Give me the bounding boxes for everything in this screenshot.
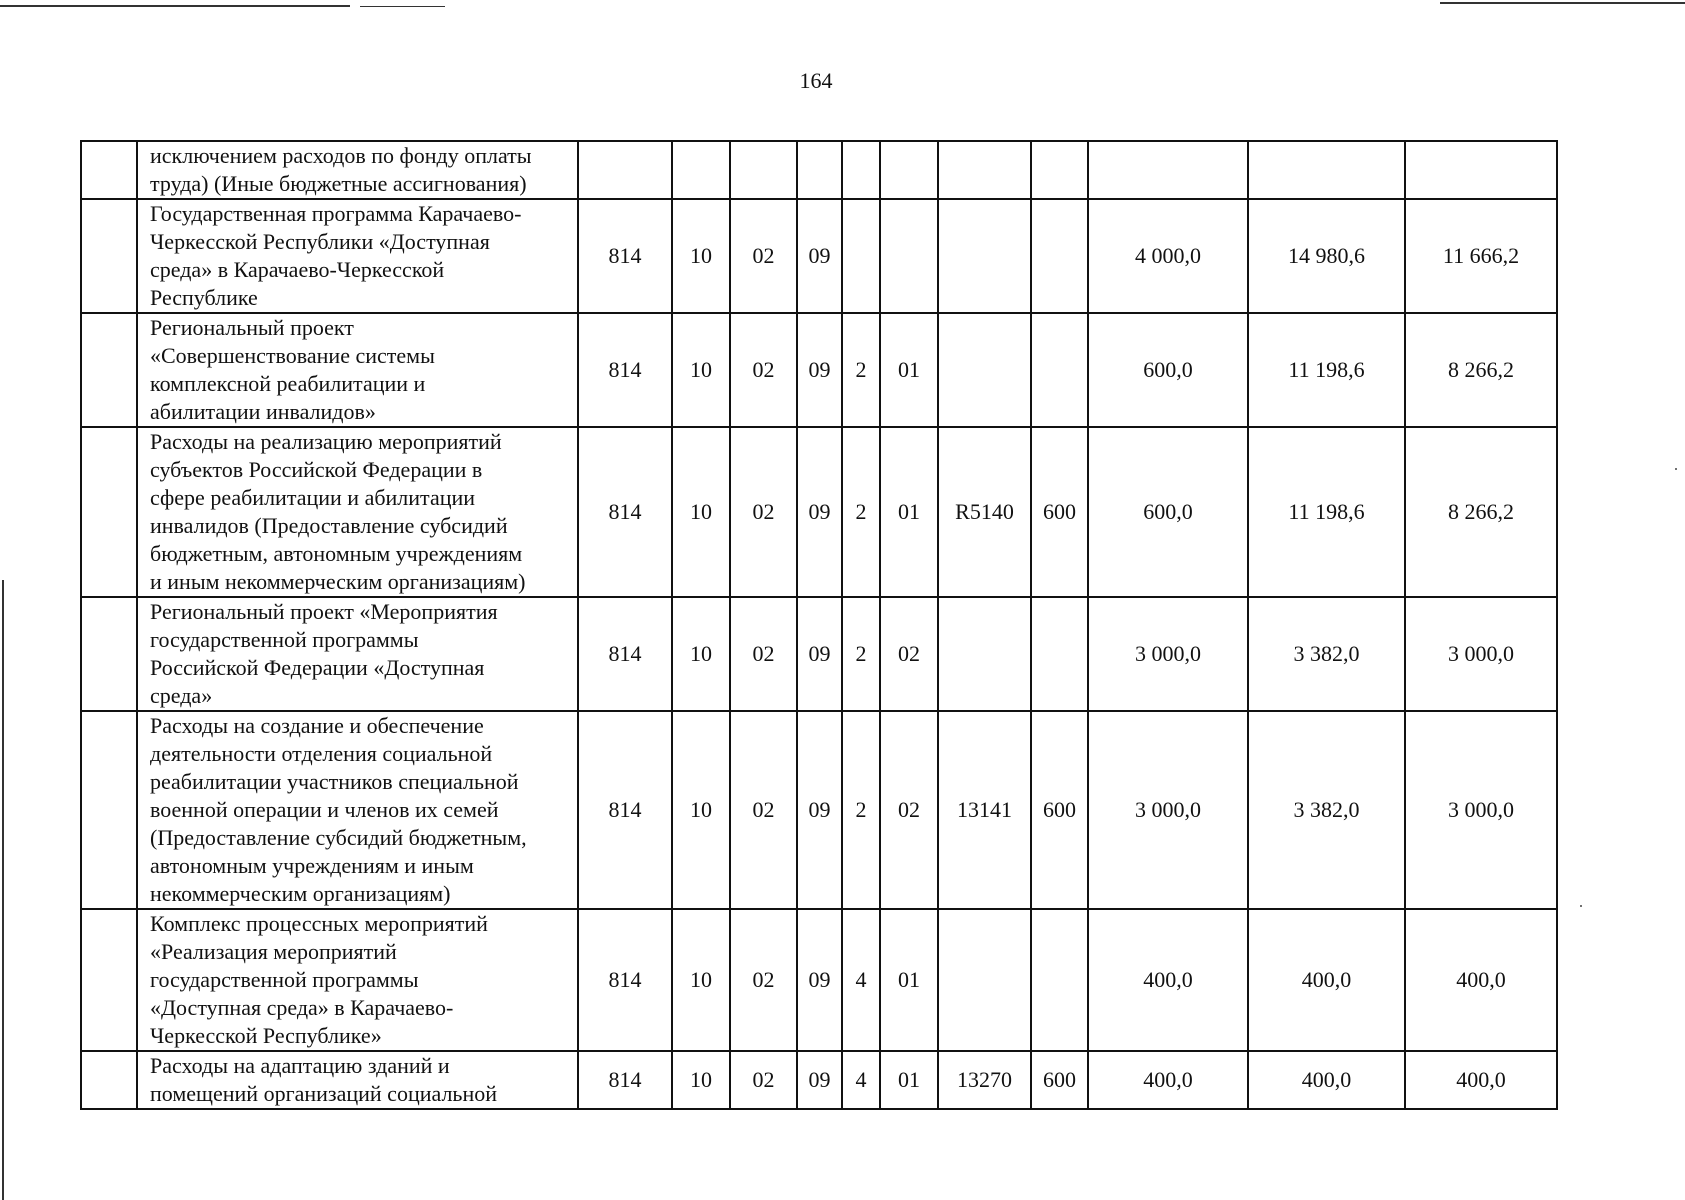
cell-subsection: 02 [730,597,797,711]
cell-section: 10 [672,427,730,597]
cell-name [137,597,578,711]
cell-program: 09 [797,427,842,597]
table-row [81,427,1557,597]
cell-subprogram: 4 [842,1051,880,1109]
cell-name-line: государственной программы [150,967,419,992]
scan-artifact-line [2,580,4,1200]
budget-table [80,140,1558,1110]
cell-sum-3: 3 000,0 [1405,711,1557,909]
cell-index [81,199,137,313]
cell-event: 02 [880,711,938,909]
cell-code: 814 [578,909,672,1051]
cell-sum-1: 400,0 [1088,1051,1248,1109]
cell-name [137,909,578,1051]
cell-sum-2: 11 198,6 [1248,313,1405,427]
cell-direction: 13270 [938,1051,1031,1109]
cell-direction [938,313,1031,427]
cell-name [137,141,578,199]
cell-code: 814 [578,199,672,313]
scan-artifact-line [360,6,420,7]
table-row [81,909,1557,1051]
cell-expense-type: 600 [1031,711,1088,909]
cell-name [137,711,578,909]
cell-index [81,597,137,711]
cell-direction [938,597,1031,711]
cell-name-line: абилитации инвалидов» [150,399,376,424]
cell-sum-1 [1088,141,1248,199]
cell-expense-type: 600 [1031,1051,1088,1109]
cell-index [81,141,137,199]
cell-name-line: Расходы на адаптацию зданий и [150,1053,450,1078]
cell-code: 814 [578,313,672,427]
cell-subsection: 02 [730,313,797,427]
cell-expense-type [1031,597,1088,711]
cell-sum-3: 400,0 [1405,909,1557,1051]
cell-name-line: Республике [150,285,258,310]
cell-sum-3: 3 000,0 [1405,597,1557,711]
cell-sum-1: 400,0 [1088,909,1248,1051]
table-row [81,141,1557,199]
cell-event: 01 [880,1051,938,1109]
cell-sum-2 [1248,141,1405,199]
cell-section: 10 [672,597,730,711]
cell-index [81,909,137,1051]
cell-name-line: некоммерческим организациям) [150,881,451,906]
cell-name-line: и иным некоммерческим организациям) [150,569,526,594]
cell-name-line: среда» в Карачаево-Черкесской [150,257,445,282]
table-row [81,711,1557,909]
cell-event: 01 [880,313,938,427]
cell-name-line: Российской Федерации «Доступная [150,655,485,680]
cell-sum-3: 8 266,2 [1405,313,1557,427]
cell-subprogram: 2 [842,597,880,711]
cell-event: 01 [880,909,938,1051]
cell-name-line: военной операции и членов их семей [150,797,499,822]
cell-name-line: (Предоставление субсидий бюджетным, [150,825,527,850]
cell-name-line: среда» [150,683,213,708]
cell-sum-2: 14 980,6 [1248,199,1405,313]
cell-name [137,313,578,427]
cell-event [880,199,938,313]
cell-subprogram: 4 [842,909,880,1051]
cell-section: 10 [672,199,730,313]
cell-direction [938,909,1031,1051]
cell-program: 09 [797,1051,842,1109]
cell-sum-3: 8 266,2 [1405,427,1557,597]
cell-expense-type [1031,199,1088,313]
cell-expense-type [1031,313,1088,427]
cell-sum-2: 400,0 [1248,909,1405,1051]
cell-subsection: 02 [730,711,797,909]
cell-event: 02 [880,597,938,711]
cell-name-line: помещений организаций социальной [150,1081,498,1106]
table-row [81,1051,1557,1109]
scan-speck [1675,468,1677,470]
cell-name [137,1051,578,1109]
cell-index [81,313,137,427]
cell-name-line: Государственная программа Карачаево- [150,201,522,226]
cell-sum-1: 600,0 [1088,313,1248,427]
cell-sum-1: 3 000,0 [1088,711,1248,909]
cell-subsection [730,141,797,199]
cell-name-line: комплексной реабилитации и [150,371,426,396]
cell-subsection: 02 [730,909,797,1051]
cell-sum-1: 3 000,0 [1088,597,1248,711]
cell-direction [938,199,1031,313]
cell-subprogram: 2 [842,711,880,909]
cell-name-line: реабилитации участников специальной [150,769,519,794]
cell-name-line: «Совершенствование системы [150,343,435,368]
cell-sum-2: 400,0 [1248,1051,1405,1109]
table-row [81,199,1557,313]
cell-index [81,711,137,909]
cell-subsection: 02 [730,427,797,597]
cell-name-line: труда) (Иные бюджетные ассигнования) [150,171,527,196]
page-number: 164 [799,68,833,93]
cell-code: 814 [578,1051,672,1109]
table-body [81,141,1557,1109]
cell-name-line: Черкесской Республике» [150,1023,382,1048]
cell-subprogram: 2 [842,427,880,597]
cell-name-line: Черкесской Республики «Доступная [150,229,490,254]
cell-direction: 13141 [938,711,1031,909]
cell-name-line: Региональный проект [150,315,354,340]
cell-program: 09 [797,909,842,1051]
cell-name-line: автономным учреждениям и иным [150,853,474,878]
cell-section: 10 [672,711,730,909]
cell-name-line: «Реализация мероприятий [150,939,397,964]
scan-artifact-line [420,6,445,7]
cell-index [81,1051,137,1109]
cell-code: 814 [578,597,672,711]
cell-direction: R5140 [938,427,1031,597]
cell-program: 09 [797,711,842,909]
cell-name-line: бюджетным, автономным учреждениям [150,541,523,566]
cell-name-line: Расходы на реализацию мероприятий [150,429,502,454]
cell-expense-type: 600 [1031,427,1088,597]
cell-event [880,141,938,199]
cell-code: 814 [578,711,672,909]
cell-name-line: сфере реабилитации и абилитации [150,485,476,510]
table-row [81,313,1557,427]
cell-sum-3 [1405,141,1557,199]
cell-section: 10 [672,1051,730,1109]
cell-name-line: государственной программы [150,627,419,652]
cell-sum-2: 3 382,0 [1248,711,1405,909]
cell-subprogram [842,141,880,199]
cell-sum-2: 3 382,0 [1248,597,1405,711]
cell-section: 10 [672,909,730,1051]
cell-sum-1: 600,0 [1088,427,1248,597]
cell-index [81,427,137,597]
cell-program: 09 [797,199,842,313]
scan-speck [1580,905,1582,907]
cell-program: 09 [797,597,842,711]
cell-name-line: исключением расходов по фонду оплаты [150,143,532,168]
cell-code: 814 [578,427,672,597]
scan-artifact-line [1440,2,1685,4]
cell-expense-type [1031,909,1088,1051]
cell-sum-1: 4 000,0 [1088,199,1248,313]
cell-expense-type [1031,141,1088,199]
cell-direction [938,141,1031,199]
table-row [81,597,1557,711]
cell-name-line: деятельности отделения социальной [150,741,493,766]
cell-subsection: 02 [730,199,797,313]
cell-program [797,141,842,199]
cell-sum-3: 400,0 [1405,1051,1557,1109]
cell-name [137,427,578,597]
cell-event: 01 [880,427,938,597]
cell-name-line: инвалидов (Предоставление субсидий [150,513,508,538]
cell-section: 10 [672,313,730,427]
cell-name-line: Расходы на создание и обеспечение [150,713,484,738]
scan-artifact-line [0,5,350,7]
cell-section [672,141,730,199]
cell-name-line: Комплекс процессных мероприятий [150,911,488,936]
cell-subprogram [842,199,880,313]
cell-subprogram: 2 [842,313,880,427]
cell-sum-2: 11 198,6 [1248,427,1405,597]
cell-subsection: 02 [730,1051,797,1109]
cell-name [137,199,578,313]
cell-program: 09 [797,313,842,427]
cell-name-line: Региональный проект «Мероприятия [150,599,498,624]
cell-code [578,141,672,199]
cell-name-line: субъектов Российской Федерации в [150,457,483,482]
cell-name-line: «Доступная среда» в Карачаево- [150,995,454,1020]
cell-sum-3: 11 666,2 [1405,199,1557,313]
